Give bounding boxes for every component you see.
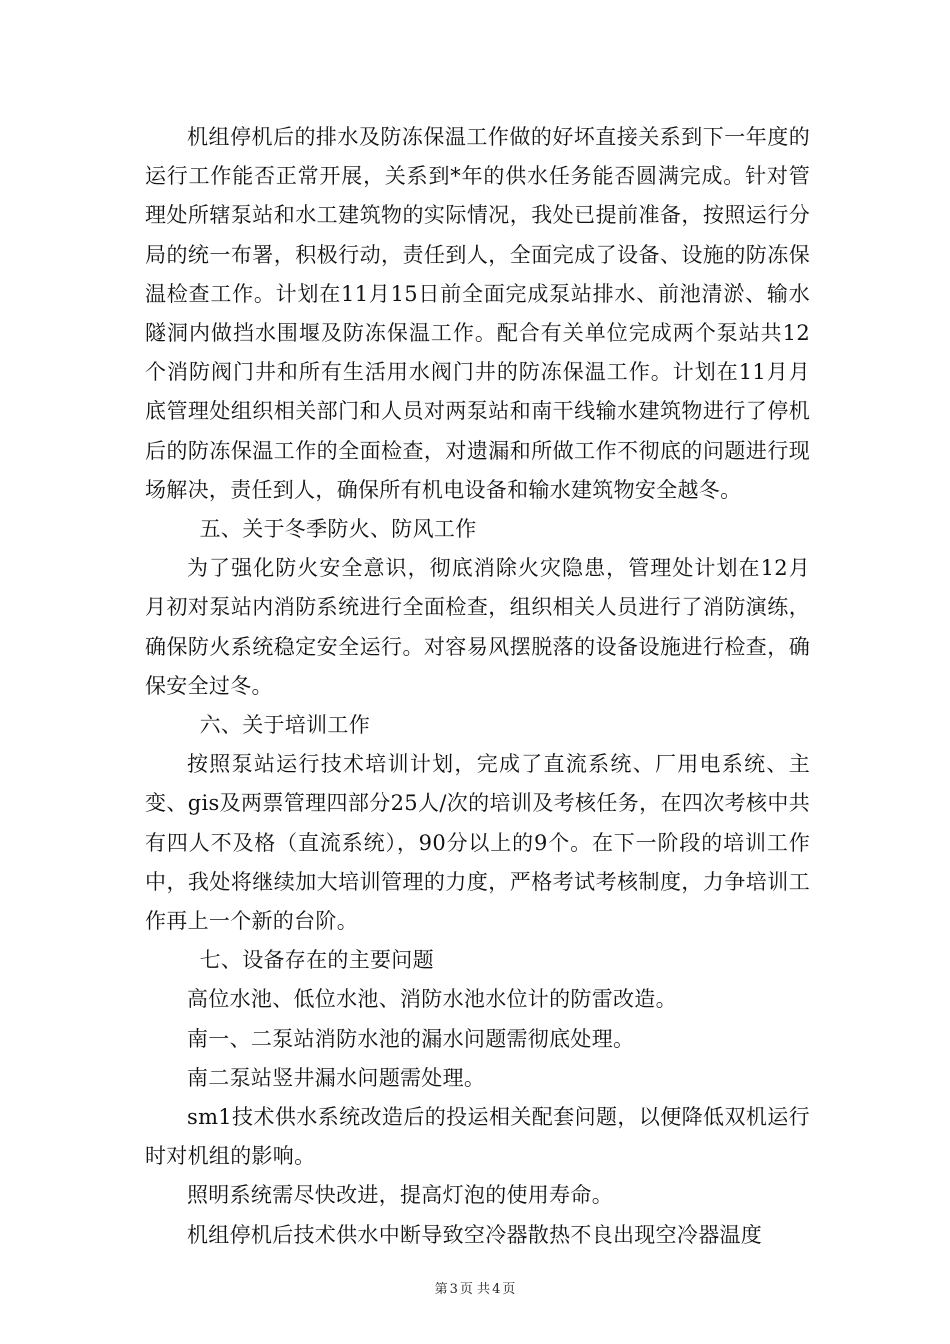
section-heading-equipment-issues: 七、设备存在的主要问题	[199, 948, 434, 973]
footer-current-page: 3	[449, 1282, 458, 1297]
footer-suffix: 页	[502, 1282, 516, 1297]
paragraph-fire-prevention: 为了强化防火安全意识，彻底消除火灾隐患，管理处计划在12月月初对泵站内消防系统进行全面检查，组织相关人员进行了消防演练，确保防火系统稳定安全运行。对容易风摆脱落的设备设施进行检查，确保安全过冬。	[145, 556, 810, 698]
footer-total-pages: 4	[492, 1282, 501, 1297]
issue-item: sm1技术供水系统改造后的投运相关配套问题，以便降低双机运行时对机组的影响。	[145, 1105, 810, 1169]
issue-item: 照明系统需尽快改进，提高灯泡的使用寿命。	[187, 1183, 613, 1208]
footer-prefix: 第	[434, 1282, 448, 1297]
paragraph-antifreeze: 机组停机后的排水及防冻保温工作做的好坏直接关系到下一年度的运行工作能否正常开展，关系到*年的供水任务能否圆满完成。针对管理处所辖泵站和水工建筑物的实际情况，我处已提前准备，按照运行分局的统一布署，积极行动，责任到人，全面完成了设备、设施的防冻保温检查工作。计划在11月15日前全面完成泵站排水、前池清淤、输水隧洞内做挡水围堰及防冻保温工作。配合有关单位完成两个泵站共12个消防阀门井和所有生活用水阀门井的防冻保温工作。计划在11月月底管理处组织相关部门和人员对两泵站和南干线输水建筑物进行了停机后的防冻保温工作的全面检查，对遗漏和所做工作不彻底的问题进行现场解决，责任到人，确保所有机电设备和输水建筑物安全越冬。	[145, 125, 810, 502]
document-body	[145, 118, 810, 1255]
issue-item: 南二泵站竖井漏水问题需处理。	[187, 1065, 486, 1090]
issue-item: 高位水池、低位水池、消防水池水位计的防雷改造。	[187, 987, 677, 1012]
issue-item: 南一、二泵站消防水池的漏水问题需彻底处理。	[187, 1026, 635, 1051]
section-heading-training: 六、关于培训工作	[199, 713, 370, 738]
paragraph-training: 按照泵站运行技术培训计划，完成了直流系统、厂用电系统、主变、gis及两票管理四部分25人/次的培训及考核任务，在四次考核中共有四人不及格（直流系统），90分以上的9个。在下一阶段的培训工作中，我处将继续加大培训管理的力度，严格考试考核制度，力争培训工作再上一个新的台阶。	[145, 752, 810, 934]
section-heading-fire-wind: 五、关于冬季防火、防风工作	[199, 517, 477, 542]
footer-middle: 页 共	[459, 1282, 491, 1297]
issue-item: 机组停机后技术供水中断导致空冷器散热不良出现空冷器温度	[187, 1222, 763, 1247]
page-footer	[0, 1278, 950, 1297]
